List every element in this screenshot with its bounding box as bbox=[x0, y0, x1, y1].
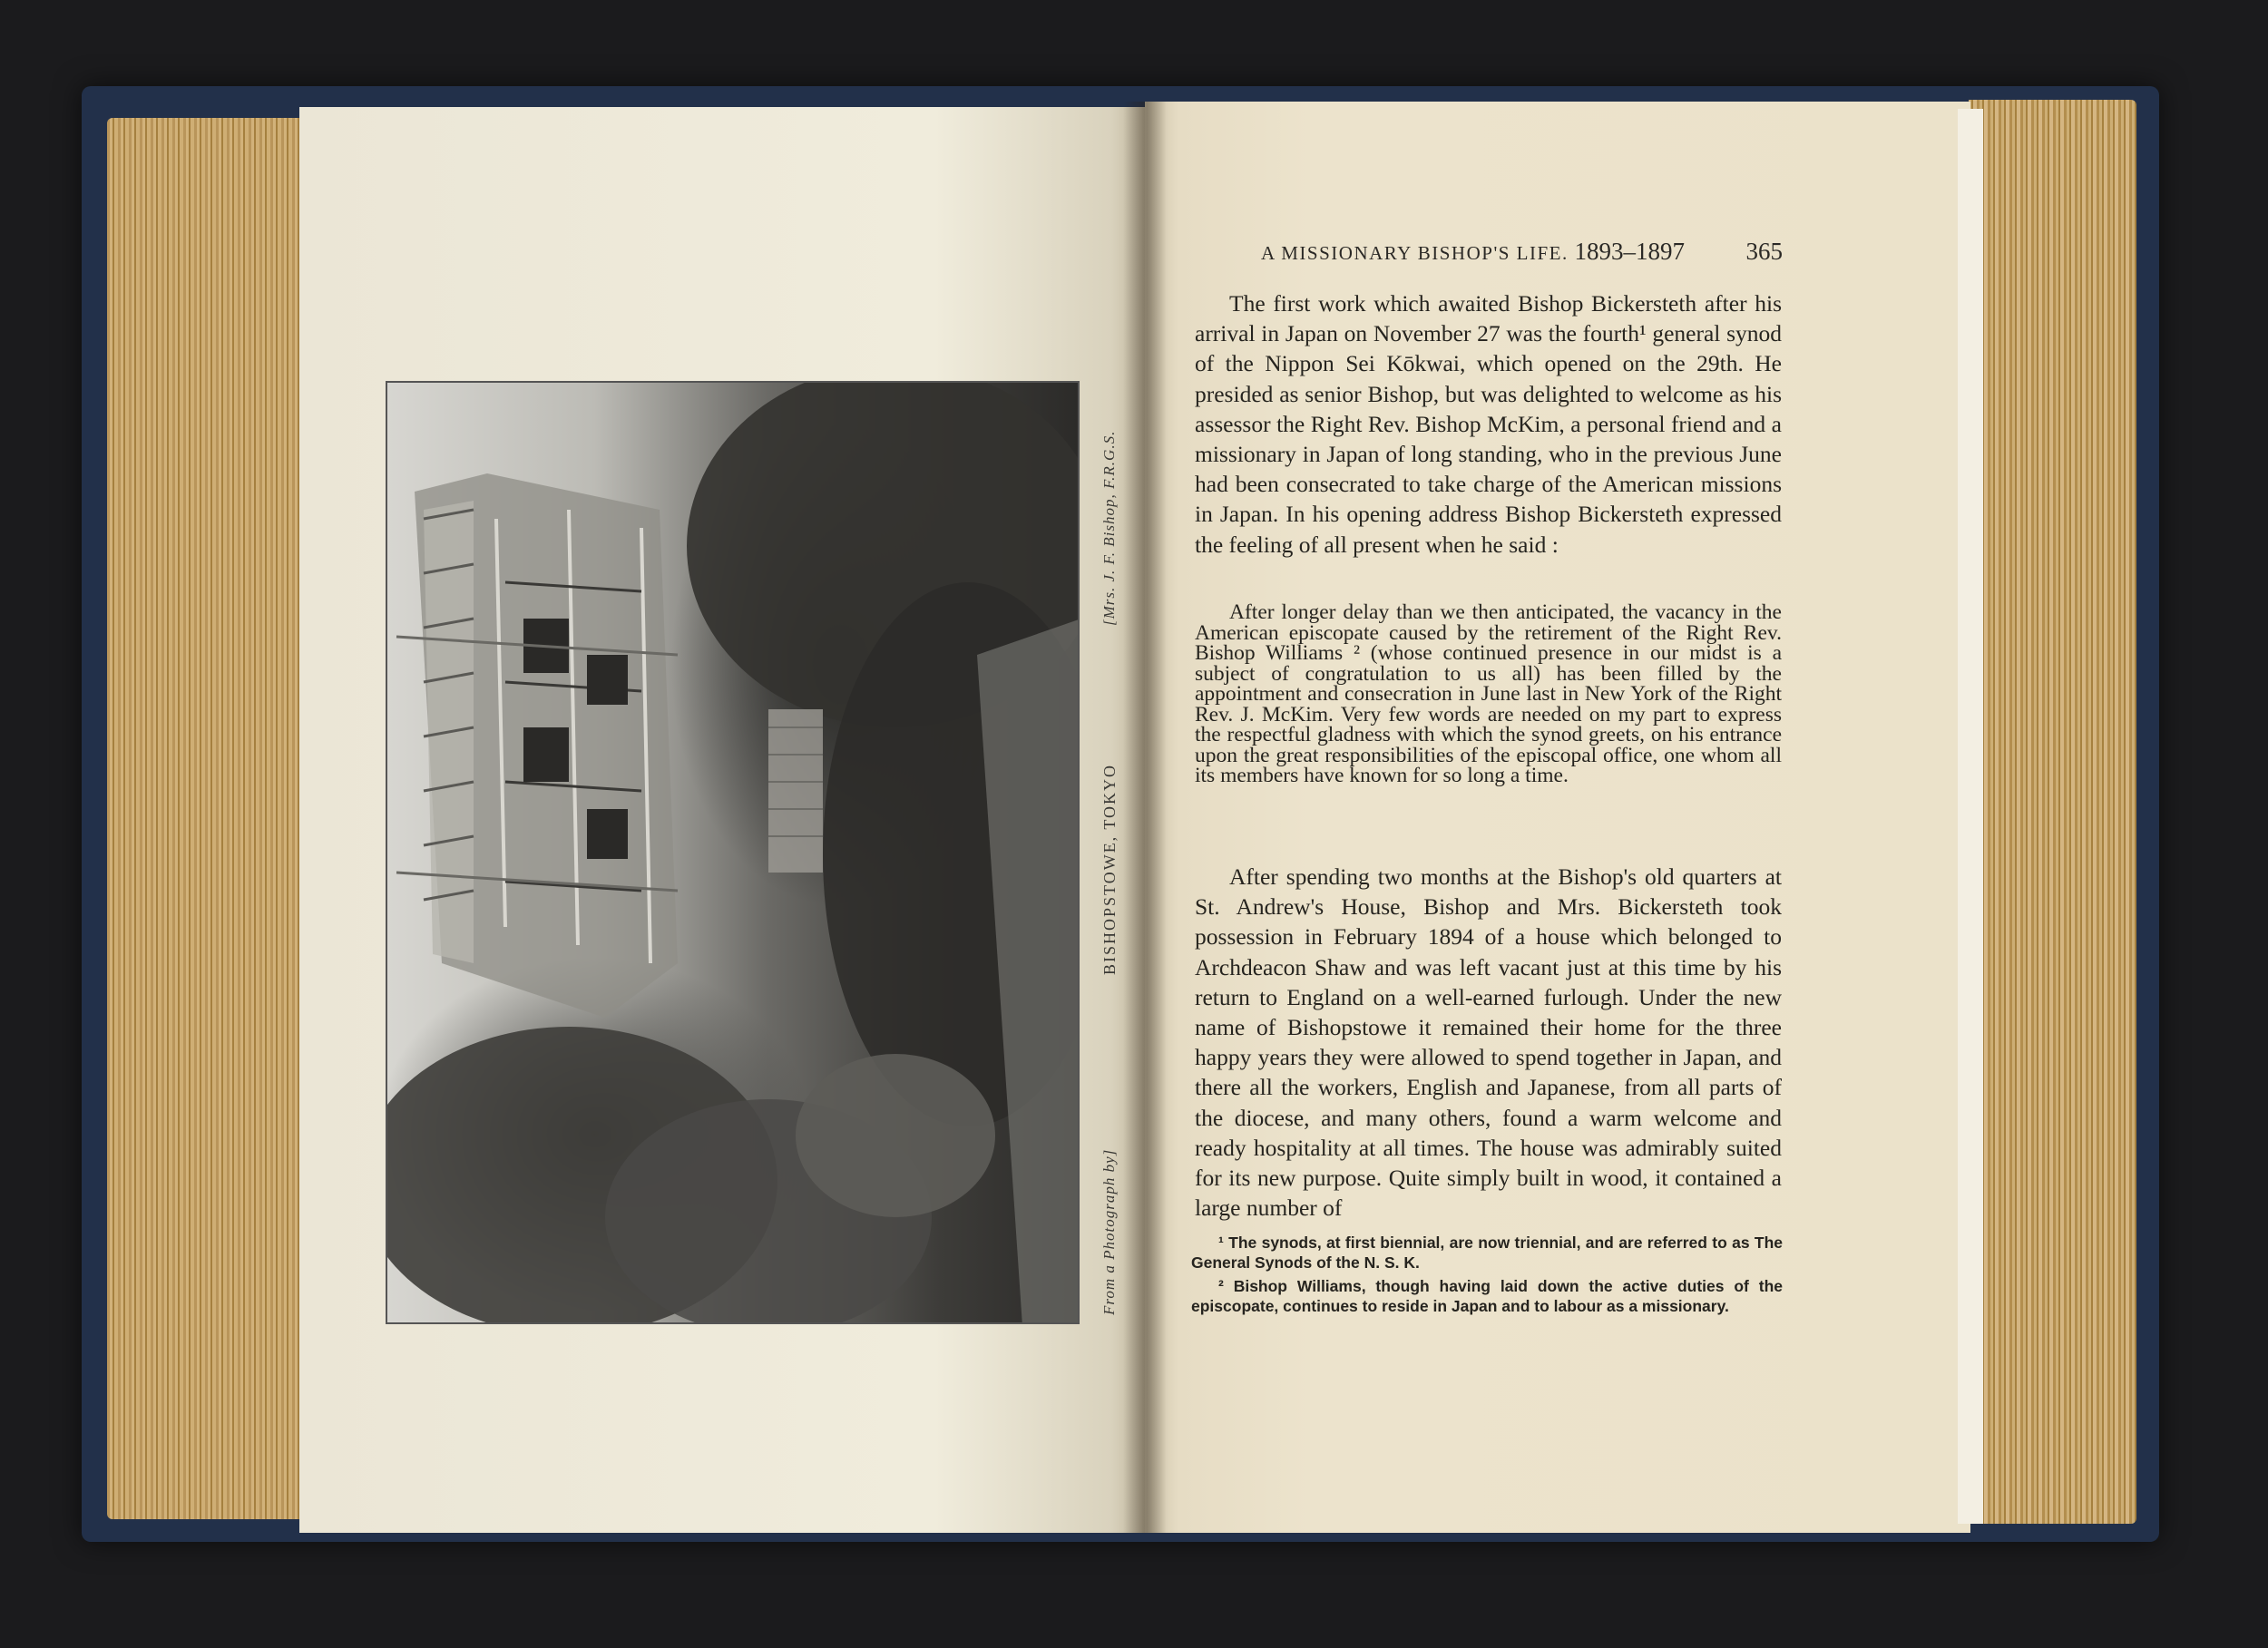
paragraph-2: After spending two months at the Bishop's old quarters at St. Andrew's House, Bishop and Mrs. Bickersteth took possession in February 1894 of a house which belonged to Archdeacon Shaw and was left vacant just at this time by his return to England on a well-earned furlough. Under the new name of Bishopstowe it remained their home for the three happy years they were allowed to spend together in Japan, and there all the workers, English and Japanese, from all parts of the diocese, and many others, found a warm welcome and ready hospitality at all times. The house was admirably suited for its new purpose. Quite simply built in wood, it contained a large number of bbox=[1195, 863, 1782, 1222]
plate-photograph bbox=[386, 381, 1080, 1324]
page-edges-left bbox=[107, 118, 302, 1519]
running-head-title: A MISSIONARY BISHOP'S LIFE. bbox=[1261, 242, 1569, 264]
page-edges-right bbox=[1969, 100, 2136, 1524]
photo-credit-source: From a Photograph by] bbox=[1100, 1148, 1118, 1315]
running-head-years: 1893–1897 bbox=[1574, 238, 1685, 265]
page-number: 365 bbox=[1745, 238, 1783, 265]
plate-caption: BISHOPSTOWE, TOKYO bbox=[1100, 763, 1119, 975]
photo-credit-author: [Mrs. J. F. Bishop, F.R.G.S. bbox=[1100, 430, 1118, 626]
right-page-edge bbox=[1958, 109, 1983, 1524]
footnote-2: ² Bishop Williams, though having laid down the active duties of the episcopate, continues to reside in Japan and to labour as a missionary. bbox=[1191, 1277, 1783, 1315]
footnotes bbox=[1191, 1234, 1783, 1316]
block-quotation: After longer delay than we then anticipated, the vacancy in the American episcopate caused by the retirement of the Right Rev. Bishop Williams ² (whose continued presence in our midst is a subject of congratulation to us all) has been filled by the appointment and consecration in June last in New York of the Right Rev. J. McKim. Very few words are needed on my part to express the respectful gladness with which the synod greets, on his entrance upon the great responsibilities of the episcopal office, one whom all its members have known for so long a time. bbox=[1195, 600, 1782, 787]
running-header bbox=[1261, 238, 1783, 266]
footnote-1: ¹ The synods, at first biennial, are now triennial, and are referred to as The General Synods of the N. S. K. bbox=[1191, 1234, 1783, 1272]
running-head bbox=[1261, 238, 1685, 266]
spine-gutter bbox=[1123, 102, 1167, 1533]
house-illustration bbox=[387, 383, 1080, 1324]
paragraph-1: The first work which awaited Bishop Bickersteth after his arrival in Japan on November 27 was the fourth¹ general synod of the Nippon Sei Kōkwai, which opened on the 29th. He presided as senior Bishop, but was delighted to welcome as his assessor the Right Rev. Bishop McKim, a personal friend and a missionary in Japan of long standing, who in the previous June had been consecrated to take charge of the American missions in Japan. In his opening address Bishop Bickersteth expressed the feeling of all present when he said : bbox=[1195, 290, 1782, 558]
